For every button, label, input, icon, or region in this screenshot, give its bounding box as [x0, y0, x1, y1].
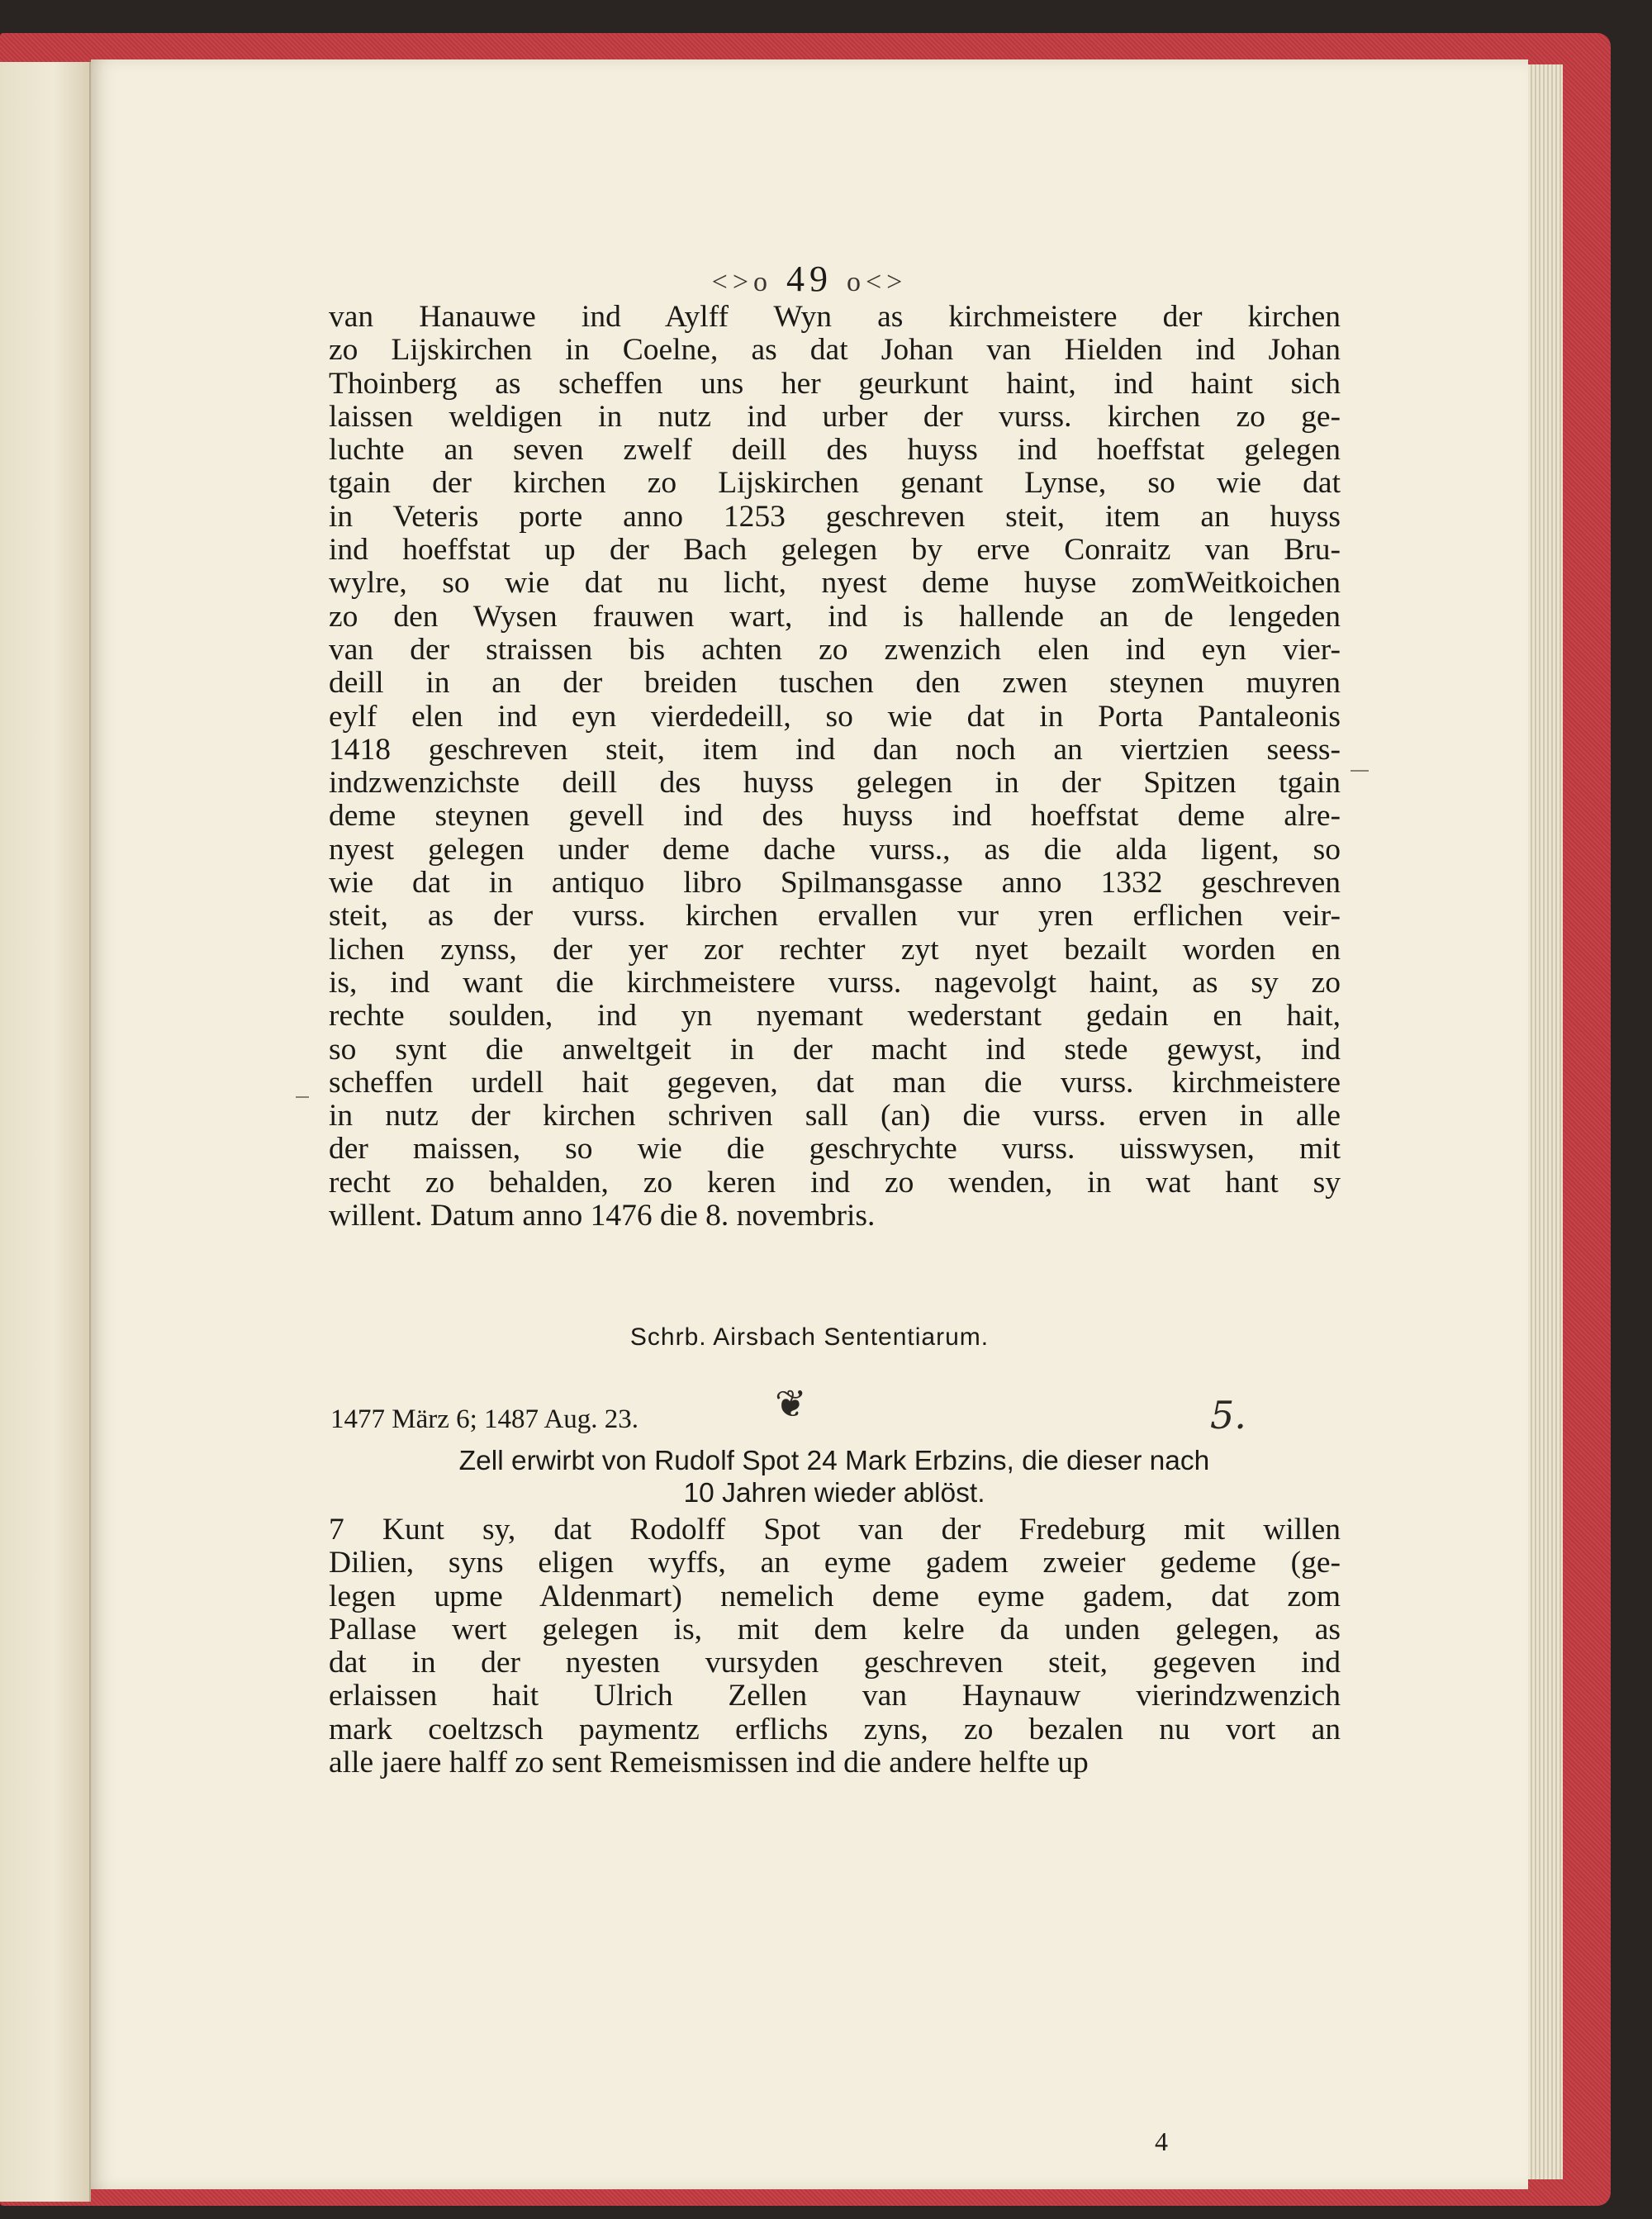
text-line: der maissen, so wie die geschrychte vurss. uisswysen, mit [329, 1132, 1341, 1167]
text-line: Dilien, syns eligen wyffs, an eyme gadem zweier gedeme (ge- [329, 1546, 1341, 1580]
book-page [91, 59, 1528, 2189]
document-body-part2 [329, 1513, 1341, 1779]
margin-mark [296, 1096, 309, 1098]
entry-date: 1477 März 6; 1487 Aug. 23. [330, 1404, 639, 1434]
text-line: scheffen urdell hait gegeven, dat man die vurss. kirchmeistere [329, 1065, 1341, 1100]
text-line: deill in an der breiden tuschen den zwen steynen muyren [329, 666, 1341, 701]
entry-number: 5. [1210, 1393, 1246, 1437]
text-line: laissen weldigen in nutz ind urber der vurss. kirchen zo ge- [329, 399, 1341, 434]
summary-line: Zell erwirbt von Rudolf Spot 24 Mark Erbzins, die dieser nach [458, 1446, 1210, 1476]
left-page-edge [0, 62, 91, 2202]
ornament-right: o<> [847, 267, 908, 297]
summary-line: 10 Jahren wieder ablöst. [683, 1478, 985, 1509]
text-line: 7 Kunt sy, dat Rodolff Spot van der Fredeburg mit willen [329, 1513, 1341, 1547]
folio-number: 4 [1155, 2126, 1168, 2156]
text-line: Thoinberg as scheffen uns her geurkunt haint, ind haint sich [329, 366, 1341, 401]
margin-mark [1351, 770, 1369, 772]
text-line: Pallase wert gelegen is, mit dem kelre da unden gelegen, as [329, 1612, 1341, 1646]
text-line: 1418 geschreven steit, item ind dan noch an viertzien seess- [329, 732, 1341, 767]
text-line: in Veteris porte anno 1253 geschreven steit, item an huyss [329, 499, 1341, 534]
text-line: recht zo behalden, zo keren ind zo wenden, in wat hant sy [329, 1165, 1341, 1200]
text-line: dat in der nyesten vursyden geschreven steit, gegeven ind [329, 1646, 1341, 1680]
text-line: tgain der kirchen zo Lijskirchen genant Lynse, so wie dat [329, 466, 1341, 501]
document-body-part1 [329, 301, 1341, 1233]
text-line: wie dat in antiquo libro Spilmansgasse anno 1332 geschreven [329, 866, 1341, 900]
text-line: van Hanauwe ind Aylff Wyn as kirchmeistere der kirchen [329, 300, 1341, 334]
ornament-left: <>o [711, 267, 772, 297]
text-line: is, ind want die kirchmeistere vurss. nagevolgt haint, as sy zo [329, 965, 1341, 1000]
text-line: lichen zynss, der yer zor rechter zyt nyet bezailt worden en [329, 932, 1341, 967]
text-line: in nutz der kirchen schriven sall (an) die vurss. erven in alle [329, 1099, 1341, 1133]
text-line: indzwenzichste deill des huyss gelegen in der Spitzen tgain [329, 766, 1341, 801]
text-line: mark coeltzsch paymentz erflichs zyns, zo bezalen nu vort an [329, 1712, 1341, 1746]
text-line: van der straissen bis achten zo zwenzich elen ind eyn vier- [329, 632, 1341, 667]
text-line: legen upme Aldenmart) nemelich deme eyme gadem, dat zom [329, 1579, 1341, 1613]
fleuron-icon: ❦ [775, 1383, 807, 1425]
text-line: so synt die anweltgeit in der macht ind stede gewyst, ind [329, 1032, 1341, 1067]
page-header [91, 258, 1528, 300]
text-line: wylre, so wie dat nu licht, nyest deme huyse zomWeitkoichen [329, 566, 1341, 601]
text-line: zo den Wysen frauwen wart, ind is hallende an de lengeden [329, 599, 1341, 634]
source-citation: Schrb. Airsbach Sententiarum. [629, 1323, 990, 1351]
text-line: erlaissen hait Ulrich Zellen van Haynauw vierindzwenzich [329, 1679, 1341, 1713]
page-number: 49 [786, 259, 833, 299]
text-line: luchte an seven zwelf deill des huyss ind hoeffstat gelegen [329, 433, 1341, 468]
text-line: ind hoeffstat up der Bach gelegen by erve Conraitz van Bru- [329, 533, 1341, 568]
text-line: alle jaere halff zo sent Remeismissen ind die andere helfte up [329, 1746, 1089, 1780]
text-line: zo Lijskirchen in Coelne, as dat Johan van Hielden ind Johan [329, 333, 1341, 368]
text-line: willent. Datum anno 1476 die 8. novembris. [329, 1199, 876, 1233]
text-line: nyest gelegen under deme dache vurss., as die alda ligent, so [329, 832, 1341, 867]
text-line: rechte soulden, ind yn nyemant wederstant gedain en hait, [329, 999, 1341, 1033]
entry-summary [322, 1445, 1346, 1509]
text-line: deme steynen gevell ind des huyss ind hoeffstat deme alre- [329, 799, 1341, 834]
text-line: steit, as der vurss. kirchen ervallen vur yren erflichen veir- [329, 899, 1341, 934]
text-line: eylf elen ind eyn vierdedeill, so wie dat in Porta Pantaleonis [329, 699, 1341, 734]
